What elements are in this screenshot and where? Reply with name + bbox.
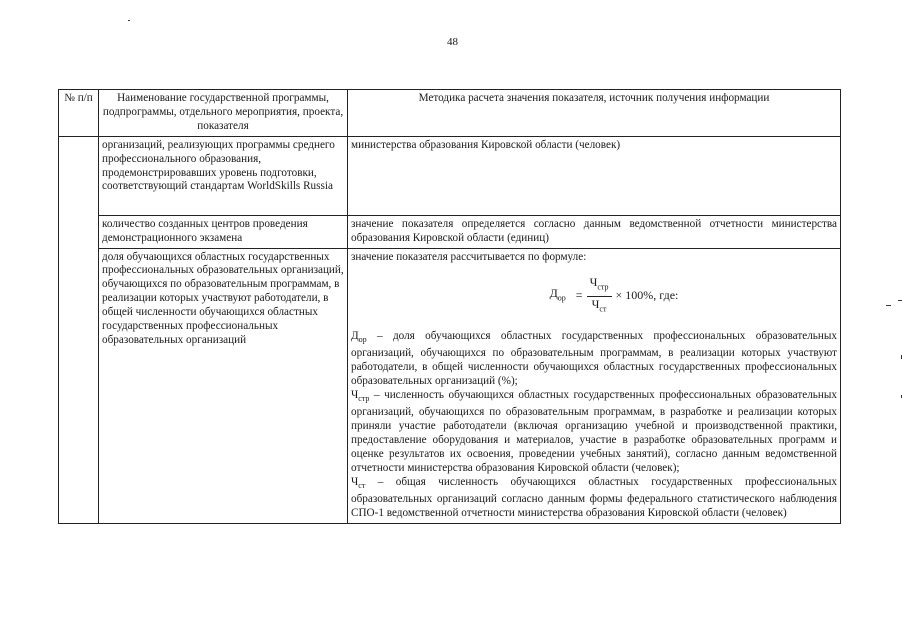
scan-speck	[901, 355, 902, 359]
formula-denominator: $Ч_{ст}$	[591, 296, 607, 314]
formula-numerator: $Ч_{стр}$	[587, 276, 612, 296]
scan-speck	[901, 395, 902, 398]
formula-fraction	[587, 276, 612, 316]
definition: $Ч_{ст}$ – общая численность обучающихся областных государственных профессиональных образовательных организаций согласно данным формы федерального статистического наблюдения СПО-1 ведомственной отчетности министерства образования Кировской области (человек)	[351, 475, 837, 519]
method-cell	[348, 248, 841, 523]
scan-speck	[886, 305, 891, 306]
definition: $Д_{ор}$ – доля обучающихся областных государственных профессиональных образовательных организаций, обучающихся по образовательным программам, в реализации которых участвуют работодатели, в общей численности обучающихся областных государственных профессиональных образовательных организаций (%);	[351, 330, 837, 387]
scan-speck	[898, 300, 902, 301]
table-row	[59, 136, 841, 215]
table-row	[59, 215, 841, 248]
page-number: 48	[447, 36, 458, 48]
formula	[391, 276, 837, 316]
indicator-table	[58, 89, 841, 524]
number-cell	[59, 136, 99, 523]
header-name: Наименование государственной программы, подпрограммы, отдельного мероприятия, проекта, показателя	[99, 90, 348, 137]
name-cell: количество созданных центров проведения демонстрационного экзамена	[99, 215, 348, 248]
scan-speck	[128, 20, 130, 21]
method-cell: министерства образования Кировской области (человек)	[348, 136, 841, 215]
formula-tail: × 100%, где:	[615, 288, 679, 303]
header-method: Методика расчета значения показателя, источник получения информации	[348, 90, 841, 137]
name-cell: доля обучающихся областных государственных профессиональных образовательных организаций, обучающихся по образовательным программам, в реализации которых участвуют работодатели, в общей численности обучающихся областных государственных профессиональных образовательных организаций	[99, 248, 348, 523]
header-number: № п/п	[59, 90, 99, 137]
equals-sign: =	[575, 288, 583, 303]
formula-intro: значение показателя рассчитывается по формуле:	[351, 250, 587, 263]
table-row	[59, 248, 841, 523]
definition: $Ч_{стр}$ – численность обучающихся областных государственных профессиональных образовательных организаций, обучающихся по образовательным программам, в разработке и реализации которых приняли участие работодатели (включая организацию учебной и производственной практики, предоставление оборудования и материалов, участие в разработке образовательных программ и оценке результатов их освоения, проведении учебных занятий), согласно данным ведомственной отчетности министерства образования Кировской области (человек);	[351, 388, 837, 474]
table-header-row	[59, 90, 841, 137]
formula-lhs: $Д_{ор}$	[549, 286, 566, 303]
method-cell: значение показателя определяется согласно данным ведомственной отчетности министерства образования Кировской области (единиц)	[348, 215, 841, 248]
name-cell: организаций, реализующих программы среднего профессионального образования, продемонстрировавших уровень подготовки, соответствующий стандартам WorldSkills Russia	[99, 136, 348, 215]
